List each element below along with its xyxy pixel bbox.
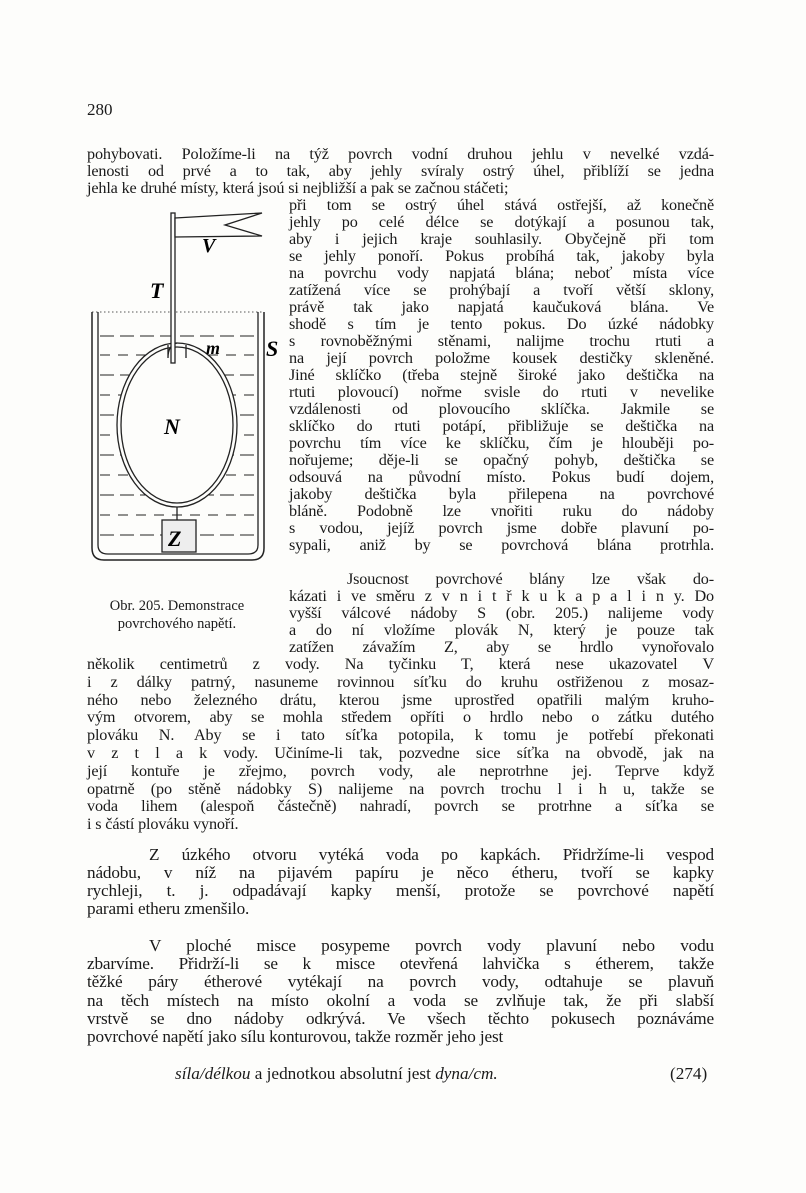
equation-number: (274) — [670, 1064, 708, 1083]
text-line: vým otvorem, aby se mohla středem opříti o hrdlo nebo o zátku dutého — [87, 708, 714, 727]
text-line: při tom se ostrý úhel stává ostřejší, až konečně — [289, 196, 714, 214]
text-line: i z dálky patrný, nasuneme rovinnou síťku do kruhu ostřiženou z mosaz- — [87, 672, 714, 691]
text-line: parami etheru zmenšilo. — [87, 899, 250, 919]
text-line: povrchu tím více ke sklíčku, čím je hlouběji po- — [289, 434, 714, 452]
text-line: V ploché misce posypeme povrch vody plavuní nebo vodu — [149, 936, 714, 955]
label-N: N — [164, 414, 180, 439]
text-line: shodě s tím je tento pokus. Do úzké nádobky — [289, 315, 714, 333]
label-T: T — [150, 278, 164, 303]
text-line: jehla ke druhé místy, která jsoú si nejbližší a pak se začnou stáčeti; — [87, 179, 509, 197]
text-line: plováku N. Aby se i tato síťka potopila, k tomu je potřebí překonati — [87, 726, 714, 745]
text-line: vyšší válcové nádoby S (obr. 205.) nalijeme vody — [289, 604, 714, 622]
formula-text: a jednotkou absolutní jest — [250, 1064, 436, 1083]
text-line: vrstvě se dno nádoby odkrývá. Ve všech těchto pokusech poznáváme — [87, 1008, 714, 1028]
label-Z: Z — [168, 526, 182, 551]
caption-line: povrchového napětí. — [117, 616, 237, 632]
text-line: na povrchu vody napjatá blána; neboť místa více — [289, 264, 714, 282]
text-line: pohybovati. Položíme-li na týž povrch vodní druhou jehlu v nevelké vzdá- — [87, 145, 714, 163]
text-line: jakoby deštička byla přilepena na povrchové — [289, 485, 714, 503]
text-line: jehly po celé délce se dotýkají a posunou tak, — [289, 213, 714, 231]
text-line: s rovnoběžnými stěnami, nalijme trochu rtuti a — [289, 332, 714, 350]
pointer-flag — [175, 213, 262, 237]
paragraph-right-column — [289, 197, 714, 554]
text-line: opatrně (po stěně nádobky S) nalijeme na povrch trochu l i h u, takže se — [87, 779, 714, 798]
text-line: zatížen závažím Z, aby se hrdlo vynořovalo — [289, 638, 714, 656]
figure-205-illustration — [0, 0, 300, 600]
text-line: a do ní vložíme plovák N, který je pouze tak — [289, 621, 714, 639]
text-line: Jsoucnost povrchové blány lze však do- — [347, 570, 714, 588]
formula — [175, 1064, 498, 1084]
text-line: nádobu, v níž na pijavém papíru je něco étheru, tvoří se kapky — [87, 863, 714, 883]
text-line: ného nebo železného drátu, kterou jsme uprostřed opatřili malým kruho- — [87, 690, 714, 709]
label-m: m — [206, 338, 221, 358]
label-V: V — [202, 235, 216, 257]
text-line: s vodou, jejíž povrch jsme dobře plavuní po- — [289, 519, 714, 537]
paragraph-jsoucnost — [289, 571, 714, 656]
text-line: právě tak jako napjatá kaučuková blána. Ve — [289, 298, 714, 316]
text-line: těžké páry étherové vytékají na povrch vody, odtahuje se plavuň — [87, 972, 714, 992]
caption-line: Obr. 205. Demonstrace — [109, 598, 245, 614]
figure-caption — [84, 597, 270, 633]
text-line: zatížená více se prohýbají a tvoří větší sklony, — [289, 281, 714, 299]
text-line: několik centimetrů z vody. Na tyčinku T, která nese ukazovatel V — [87, 655, 714, 673]
text-line: sklíčko do rtuti potápí, přibližuje se deštička na — [289, 417, 714, 435]
text-line: na těch místech na místo okolní a voda se zvlňuje tak, že při slabší — [87, 990, 714, 1010]
paragraph-plavun — [87, 937, 714, 1046]
text-line: kázati i ve směru z v n i t ř k u k a p a l i n y. Do — [289, 587, 714, 605]
text-line: aby i jejich kraje souhlasily. Obyčejně při tom — [289, 230, 714, 248]
text-line: nořujeme; děje-li se opačný pohyb, deštička se — [289, 451, 714, 469]
text-line: vzdálenosti od plovoucího sklíčka. Jakmile se — [289, 400, 714, 418]
text-line: se jehly ponoří. Pokus probíhá tak, jakoby byla — [289, 247, 714, 265]
text-line: povrchové napětí jako sílu konturovou, takže rozměr jeho jest — [87, 1026, 504, 1046]
text-line: Z úzkého otvoru vytéká voda po kapkách. Přidržíme-li vespod — [149, 845, 714, 864]
paragraph-jsoucnost-cont — [87, 656, 714, 834]
text-line: odsouvá na původní místo. Pokus budí dojem, — [289, 468, 714, 486]
text-line: v z t l a k vody. Učiníme-li tak, pozvedne sice síťka na obvodě, jak na — [87, 743, 714, 762]
paragraph-kapky — [87, 846, 714, 918]
text-line: na její povrch položme kousek destičky skleněné. — [289, 349, 714, 367]
label-S: S — [266, 336, 279, 361]
text-line: sypali, aniž by se povrchová blána protrhla. — [289, 536, 714, 554]
text-line: lenosti od prvé a to tak, aby jehly svíraly ostrý úhel, přiblíží se jedna — [87, 162, 714, 180]
text-line: Jiné sklíčko (třeba stejně široké jako deštička na — [289, 366, 714, 384]
text-line: voda lihem (alespoň částečně) nahradí, povrch se protrhne a síťka se — [87, 797, 714, 816]
text-line: rtuti plovoucí) nořme svisle do rtuti v nevelike — [289, 383, 714, 401]
text-line: rychleji, t. j. odpadávají kapky menší, protože se povrchové napětí — [87, 881, 714, 901]
text-line: bláně. Podobně lze vnořiti ruku do nádoby — [289, 502, 714, 520]
formula-unit: síla/délkou — [175, 1064, 251, 1083]
text-line: zbarvíme. Přidrží-li se k misce otevřená lahvička s étherem, takže — [87, 954, 714, 974]
formula-dyna: dyna/cm. — [435, 1064, 498, 1083]
text-line: i s částí plováku vynoří. — [87, 815, 239, 834]
page-number: 280 — [87, 100, 113, 119]
text-line: její kontuře je zřejmo, povrch vody, ale neprotrhne jej. Teprve když — [87, 761, 714, 780]
